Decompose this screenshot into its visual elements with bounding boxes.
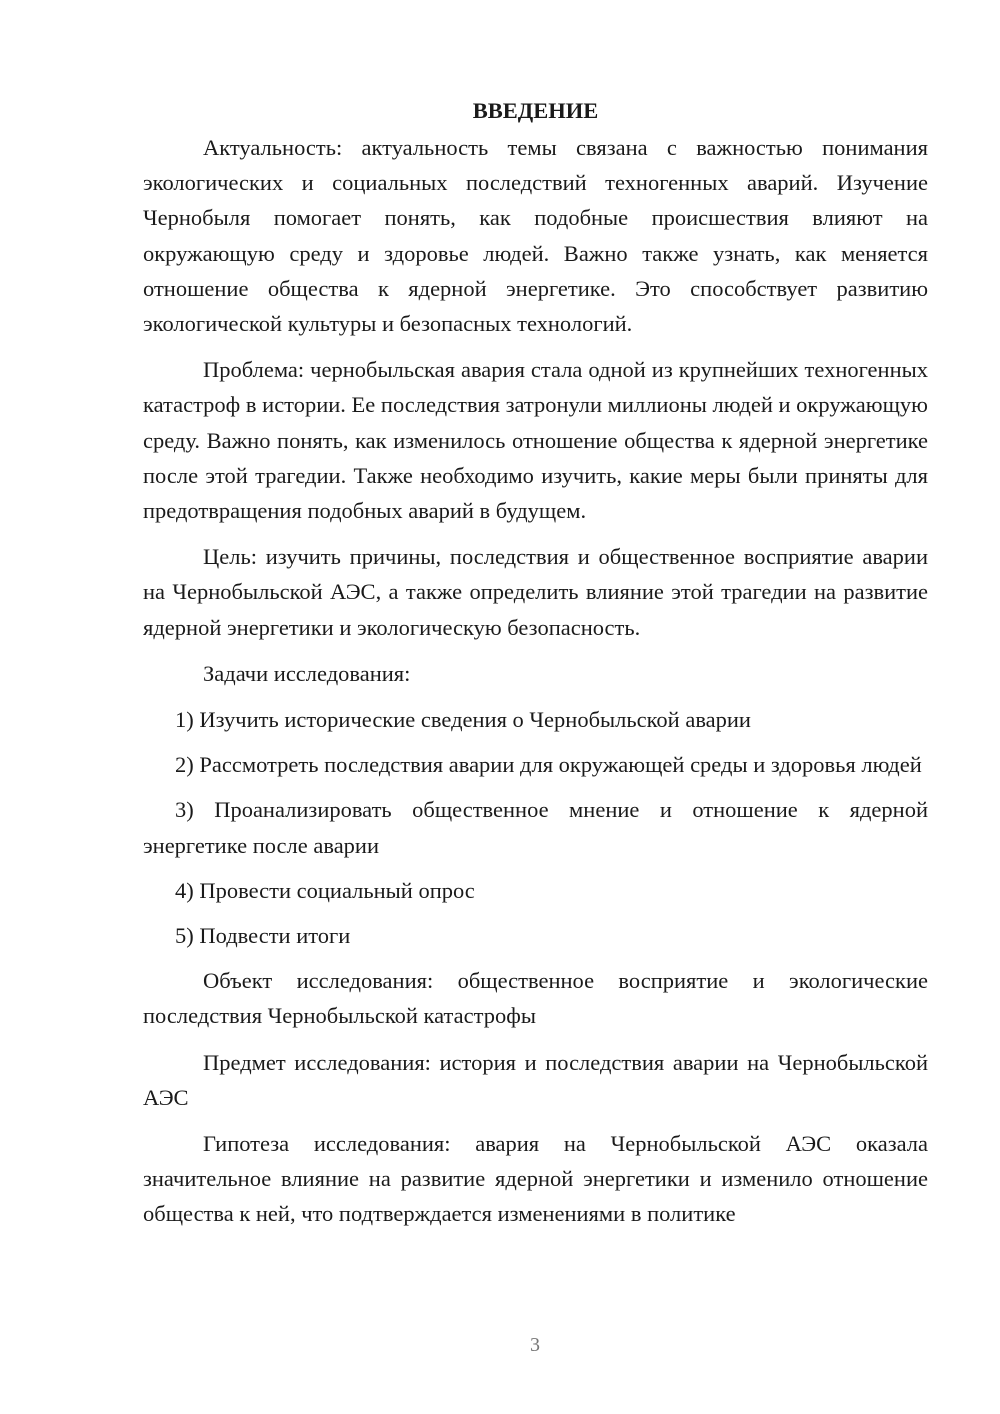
tasks-title: Задачи исследования: xyxy=(203,660,411,686)
relevance-paragraph: Актуальность: актуальность темы связана с важностью понимания экологических и социальных последствий техногенных аварий. Изучение Чернобыля помогает понять, как подобные происшествия влияют на окружающую среду и здоровье людей. Важно также узнать, как меняется отношение общества к ядерной энергетике. Это способствует развитию экологической культуры и безопасных технологий. xyxy=(143,135,928,337)
task-item-3: 3) Проанализировать общественное мнение и отношение к ядерной энергетике после аварии xyxy=(143,797,928,858)
task-item-4: 4) Провести социальный опрос xyxy=(175,877,475,903)
task-item-1: 1) Изучить исторические сведения о Чернобыльской аварии xyxy=(175,707,751,733)
problem-paragraph: Проблема: чернобыльская авария стала одной из крупнейших техногенных катастроф в истории. Ее последствия затронули миллионы людей и окружающую среду. Важно понять, как изменилось отношение общества к ядерной энергетике после этой трагедии. Также необходимо изучить, какие меры были приняты для предотвращения подобных аварий в будущем. xyxy=(143,357,928,524)
page-title: ВВЕДЕНИЕ xyxy=(472,98,599,123)
subject-paragraph: Предмет исследования: история и последствия аварии на Чернобыльской АЭС xyxy=(143,1049,928,1110)
page-number: 3 xyxy=(530,1334,540,1356)
hypothesis-paragraph: Гипотеза исследования: авария на Чернобыльской АЭС оказала значительное влияние на развитие ядерной энергетики и изменило отношение общества к ней, что подтверждается изменениями в политике xyxy=(143,1131,928,1227)
task-item-5: 5) Подвести итоги xyxy=(175,923,351,949)
task-item-2: 2) Рассмотреть последствия аварии для окружающей среды и здоровья людей xyxy=(175,752,922,778)
page-content xyxy=(143,96,928,1243)
object-paragraph: Объект исследования: общественное восприятие и экологические последствия Чернобыльской катастрофы xyxy=(143,968,928,1029)
goal-paragraph: Цель: изучить причины, последствия и общественное восприятие аварии на Чернобыльской АЭС, а также определить влияние этой трагедии на развитие ядерной энергетики и экологическую безопасность. xyxy=(143,544,928,640)
